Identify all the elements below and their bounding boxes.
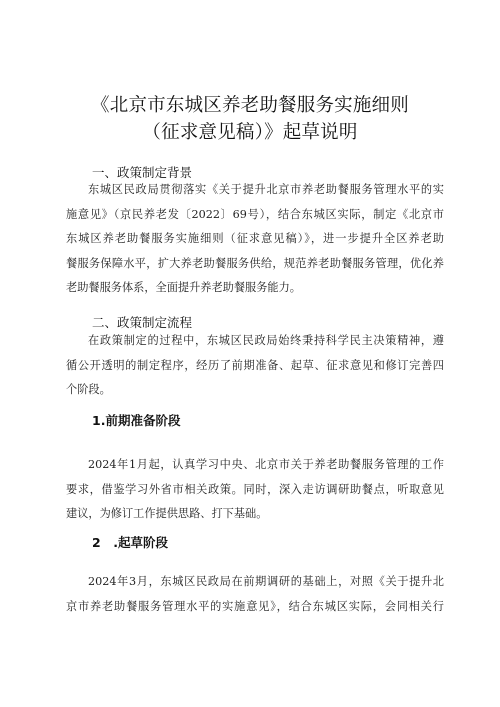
section-heading-policy-process: 二、政策制定流程: [92, 315, 193, 330]
paragraph-line: 施意见》（京民养老发〔2022〕69号），结合东城区实际，制定《北京市: [66, 207, 444, 221]
section-heading-policy-background: 一、政策制定背景: [92, 165, 193, 180]
paragraph-line: 在政策制定的过程中，东城区民政局始终秉持科学民主决策精神，遵: [88, 334, 444, 347]
paragraph-line: 建议，为修订工作提供思路、打下基础。: [66, 507, 268, 520]
section-paragraph-policy-process: [66, 329, 444, 403]
subsection-heading-drafting: 2 .起草阶段: [92, 535, 168, 550]
paragraph-line: 个阶段。: [66, 383, 111, 396]
section-paragraph-policy-background: [66, 178, 444, 301]
document-title-line-1: 《北京市东城区养老助餐服务实施细则: [91, 95, 409, 116]
paragraph-line: 餐服务保障水平，扩大养老助餐服务供给，规范养老助餐服务管理，优化养: [66, 256, 444, 270]
paragraph-line: 老助餐服务体系，全面提升养老助餐服务能力。: [66, 281, 301, 294]
subsection-paragraph-preparation: [66, 453, 444, 527]
subsection-heading-preparation: 1.前期准备阶段: [92, 413, 181, 428]
paragraph-line: 东城区民政局贯彻落实《关于提升北京市养老助餐服务管理水平的实: [88, 183, 444, 196]
paragraph-line: 2024年3月，东城区民政局在前期调研的基础上，对照《关于提升北: [88, 575, 444, 588]
paragraph-line: 京市养老助餐服务管理水平的实施意见》，结合东城区实际，会同相关行: [66, 599, 444, 613]
paragraph-line: 要求，借鉴学习外省市相关政策。同时，深入走访调研助餐点，听取意见: [66, 482, 444, 496]
document-title-line-2: （征求意见稿）》起草说明: [142, 122, 358, 143]
paragraph-line: 东城区养老助餐服务实施细则（征求意见稿）》，进一步提升全区养老助: [66, 232, 444, 245]
subsection-paragraph-drafting: [66, 570, 444, 619]
paragraph-line: 循公开透明的制定程序，经历了前期准备、起草、征求意见和修订完善四: [66, 358, 444, 372]
paragraph-line: 2024年1月起，认真学习中央、北京市关于养老助餐服务管理的工作: [88, 458, 444, 471]
